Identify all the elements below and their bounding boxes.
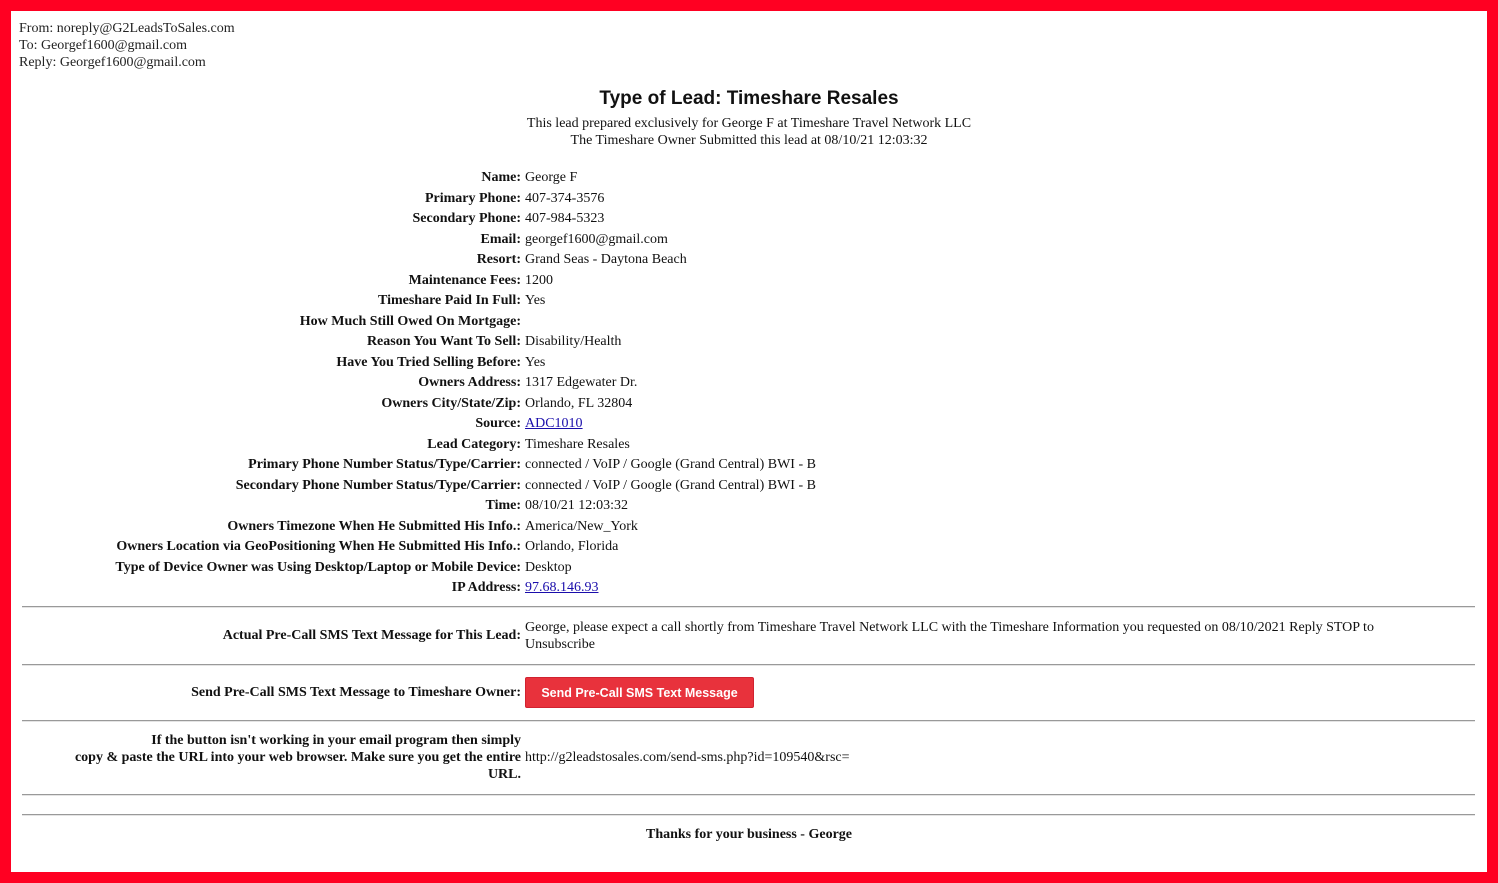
divider bbox=[22, 720, 1475, 722]
field-label: Owners Location via GeoPositioning When He Submitted His Info.: bbox=[116, 539, 521, 554]
field-value: George F bbox=[525, 170, 578, 185]
field-label: Name: bbox=[481, 170, 521, 185]
field-value: Desktop bbox=[525, 559, 572, 575]
field-row-secondary-phone bbox=[11, 209, 1487, 230]
field-row-owners-address bbox=[11, 373, 1487, 394]
fallback-line: URL. bbox=[487, 767, 521, 782]
field-row-name bbox=[11, 168, 1487, 189]
field-row-primary-carrier bbox=[11, 455, 1487, 476]
fallback-instructions bbox=[75, 732, 521, 783]
field-value: Grand Seas - Daytona Beach bbox=[525, 252, 687, 267]
field-label: Timeshare Paid In Full: bbox=[377, 293, 521, 308]
field-label: Reason You Want To Sell: bbox=[366, 334, 521, 349]
field-row-tried-selling bbox=[11, 353, 1487, 374]
field-label: Have You Tried Selling Before: bbox=[336, 354, 521, 370]
source-link[interactable]: ADC1010 bbox=[525, 416, 583, 431]
divider bbox=[22, 794, 1475, 796]
field-value: 1317 Edgewater Dr. bbox=[525, 375, 638, 390]
field-label: Maintenance Fees: bbox=[408, 272, 521, 288]
field-row-device-type bbox=[11, 558, 1487, 579]
field-label: How Much Still Owed On Mortgage: bbox=[299, 313, 521, 329]
send-sms-label: Send Pre-Call SMS Text Message to Timeshare Owner: bbox=[191, 685, 521, 700]
field-row-timezone bbox=[11, 517, 1487, 538]
field-value: Yes bbox=[525, 354, 546, 370]
field-label: Resort: bbox=[476, 252, 521, 267]
fallback-line: If the button isn't working in your email program then simply bbox=[151, 733, 521, 748]
field-label: Time: bbox=[485, 498, 521, 513]
lead-title: Type of Lead: Timeshare Resales bbox=[599, 88, 899, 109]
field-label: Email: bbox=[480, 231, 521, 247]
field-value: Orlando, FL 32804 bbox=[525, 395, 633, 411]
field-value: 407-984-5323 bbox=[525, 211, 605, 226]
field-row-city-state-zip bbox=[11, 394, 1487, 415]
to-line: To: Georgef1600@gmail.com bbox=[19, 38, 187, 53]
field-row-secondary-carrier bbox=[11, 476, 1487, 497]
precall-sms-line: Unsubscribe bbox=[525, 637, 595, 652]
field-row-reason-to-sell bbox=[11, 332, 1487, 353]
field-row-time bbox=[11, 496, 1487, 517]
precall-sms-line: George, please expect a call shortly from Timeshare Travel Network LLC with the Timeshare Information you requested on 08/10/2021 Reply STOP to bbox=[525, 620, 1374, 635]
field-value: 407-374-3576 bbox=[525, 190, 605, 206]
field-value: 1200 bbox=[525, 272, 553, 288]
field-value: Disability/Health bbox=[525, 334, 622, 349]
field-value: connected / VoIP / Google (Grand Central) BWI - B bbox=[525, 477, 816, 493]
field-value: Timeshare Resales bbox=[525, 436, 630, 452]
field-label: Primary Phone Number Status/Type/Carrier: bbox=[248, 457, 521, 472]
field-row-paid-in-full bbox=[11, 291, 1487, 312]
field-label: Secondary Phone: bbox=[412, 211, 521, 226]
field-row-ip-address bbox=[11, 578, 1487, 599]
reply-line: Reply: Georgef1600@gmail.com bbox=[19, 55, 206, 70]
ip-address-link[interactable]: 97.68.146.93 bbox=[525, 580, 599, 595]
field-label: Lead Category: bbox=[427, 436, 521, 452]
submitted-line: The Timeshare Owner Submitted this lead at 08/10/21 12:03:32 bbox=[570, 133, 928, 148]
field-label: IP Address: bbox=[451, 580, 521, 595]
field-row-email bbox=[11, 230, 1487, 251]
divider bbox=[22, 814, 1475, 816]
precall-sms-text bbox=[525, 619, 1374, 653]
divider bbox=[22, 606, 1475, 608]
precall-sms-label: Actual Pre-Call SMS Text Message for This Lead: bbox=[222, 628, 521, 643]
field-label: Type of Device Owner was Using Desktop/Laptop or Mobile Device: bbox=[115, 559, 521, 575]
field-label: Secondary Phone Number Status/Type/Carrier: bbox=[235, 477, 521, 493]
fallback-line: copy & paste the URL into your web browser. Make sure you get the entire bbox=[74, 750, 521, 765]
field-row-geolocation bbox=[11, 537, 1487, 558]
field-label: Primary Phone: bbox=[424, 190, 521, 206]
field-label: Owners Address: bbox=[418, 375, 521, 390]
fallback-url[interactable]: http://g2leadstosales.com/send-sms.php?id=109540&rsc= bbox=[525, 750, 850, 765]
field-value: connected / VoIP / Google (Grand Central) BWI - B bbox=[525, 457, 816, 472]
field-value: Orlando, Florida bbox=[525, 539, 619, 554]
email-headers bbox=[19, 20, 235, 71]
field-label: Source: bbox=[475, 416, 521, 431]
field-value: georgef1600@gmail.com bbox=[525, 231, 668, 247]
send-precall-sms-button[interactable]: Send Pre-Call SMS Text Message bbox=[525, 677, 754, 708]
field-row-lead-category bbox=[11, 435, 1487, 456]
lead-fields bbox=[11, 168, 1487, 599]
field-value: 08/10/21 12:03:32 bbox=[525, 498, 629, 513]
field-label: Owners Timezone When He Submitted His Info.: bbox=[227, 518, 521, 534]
field-row-maintenance-fees bbox=[11, 271, 1487, 292]
prepared-line: This lead prepared exclusively for George F at Timeshare Travel Network LLC bbox=[526, 116, 972, 131]
field-value: Yes bbox=[525, 293, 546, 308]
from-line: From: noreply@G2LeadsToSales.com bbox=[19, 21, 235, 36]
field-row-resort bbox=[11, 250, 1487, 271]
email-body bbox=[11, 11, 1487, 872]
lead-subtitle bbox=[11, 115, 1487, 149]
field-row-primary-phone bbox=[11, 189, 1487, 210]
field-value: America/New_York bbox=[525, 518, 638, 534]
field-label: Owners City/State/Zip: bbox=[381, 395, 521, 411]
thanks-message: Thanks for your business - George bbox=[645, 827, 852, 842]
field-row-owed-on-mortgage bbox=[11, 312, 1487, 333]
field-row-source bbox=[11, 414, 1487, 435]
divider bbox=[22, 664, 1475, 666]
